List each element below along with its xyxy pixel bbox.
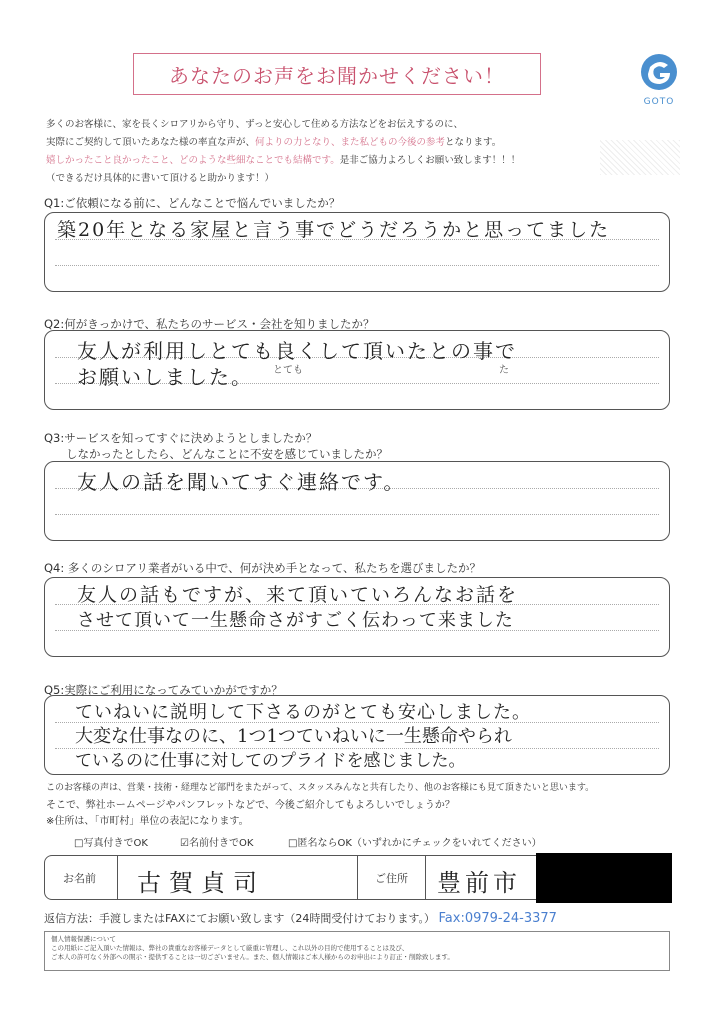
address-label: ご住所: [375, 872, 408, 885]
intro-line-3b: 是非ご協力よろしくお願い致します！！！: [339, 155, 521, 166]
q4-answer-line-2: させて頂いて一生懸命さがすごく伝わって来ました: [77, 610, 514, 631]
goto-logo: [636, 52, 682, 107]
privacy-line-2: ご本人の許可なく外部への開示・提供することは一切ございません。また、個人情報はご本人様からのお申出により訂正・削除致します。: [51, 953, 454, 961]
intro-line-2c: となります。: [445, 137, 502, 148]
goto-logo-icon: [636, 52, 682, 92]
intro-line-2-highlight: 何よりの力となり、また私どもの今後の参考: [255, 137, 446, 148]
q2-annotation-2: た: [499, 365, 509, 376]
note-line-1: このお客様の声は、営業・技術・経理など部門をまたがって、スタッスみんなと共有したり、他のお客様にも見て頂きたいと思います。: [46, 783, 595, 793]
q2-label: Q2:何がきっかけで、私たちのサービス・会社を知りましたか？: [44, 317, 375, 331]
consent-anonymous-checkbox[interactable]: □匿名ならOK（いずれかにチェックをいれてください）: [288, 838, 542, 849]
intro-line-4: （できるだけ具体的に書いて頂けると助かります！）: [46, 173, 275, 184]
name-label: お名前: [63, 872, 96, 885]
intro-line-1: 多くのお客様に、家を長くシロアリから守り、ずっと安心して住める方法などをお伝えするのに、: [46, 119, 464, 130]
note-line-3: ※住所は、「市町村」単位の表記になります。: [46, 816, 249, 827]
q1-answer-box: [44, 212, 670, 292]
intro-line-3: [46, 152, 520, 166]
q5-answer-box: [44, 695, 670, 775]
q5-answer-line-2: 大変な仕事なのに、1つ1つていねいに一生懸命やられ: [75, 726, 512, 747]
q5-answer-line-3: ているのに仕事に対してのプライドを感じました。: [75, 751, 466, 771]
note-line-2: そこで、弊社ホームページやパンフレットなどで、今後ご紹介してもよろしいでしょうか？: [46, 800, 455, 811]
scan-noise: [600, 140, 680, 175]
q4-label: Q4: 多くのシロアリ業者がいる中で、何が決め手となって、私たちを選びましたか？: [44, 561, 481, 575]
q2-answer-line-2: お願いしました。: [77, 365, 253, 389]
q2-answer-line-1: 友人が利用しとても良くして頂いたとの事で: [77, 339, 517, 363]
intro-line-3-highlight: 嬉しかったこと良かったこと、どのような些細なことでも結構です。: [46, 155, 340, 166]
privacy-line-1: この用紙にご記入頂いた情報は、弊社の貴重なお客様データとして厳重に管理し、これ以外の目的で使用することは及び、: [51, 944, 409, 952]
q4-answer-box: [44, 577, 670, 657]
q1-label: Q1:ご依頼になる前に、どんなことで悩んでいましたか？: [44, 196, 341, 210]
consent-name-checkbox[interactable]: ☑名前付きでOK: [180, 838, 254, 849]
intro-line-2a: 実際にご契約して頂いたあなた様の率直な声が、: [46, 137, 256, 148]
redaction-block: [536, 853, 672, 903]
q4-answer-line-1: 友人の話もですが、来て頂いていろんなお話を: [77, 584, 519, 606]
answer-line: [55, 514, 659, 515]
q2-annotation-1: とても: [273, 365, 303, 376]
return-method-text: 返信方法：手渡しまたはFAXにてお願い致します（24時間受付けております。）: [44, 912, 435, 925]
q5-answer-line-1: ていねいに説明して下さるのがとても安心しました。: [75, 702, 531, 723]
return-method: [44, 910, 557, 926]
q3-answer-box: [44, 461, 670, 541]
divider: [357, 856, 358, 899]
logo-text: GOTO: [643, 97, 675, 107]
survey-title-box: [133, 53, 541, 95]
survey-title: あなたのお声をお聞かせください！: [169, 63, 505, 88]
intro-line-2: [46, 134, 501, 148]
consent-photo-checkbox[interactable]: □写真付きでOK: [74, 838, 148, 849]
name-value[interactable]: 古賀貞司: [137, 869, 265, 897]
q5-label: Q5:実際にご利用になってみていかがですか？: [44, 683, 283, 697]
divider: [117, 856, 118, 899]
address-value[interactable]: 豊前市: [437, 869, 521, 897]
q3-label: Q3:サービスを知ってすぐに決めようとしましたか？: [44, 431, 318, 445]
privacy-notice: [44, 931, 670, 971]
fax-number: Fax:0979-24-3377: [438, 911, 557, 926]
privacy-title: 個人情報保護について: [51, 935, 116, 943]
answer-line: [55, 265, 659, 266]
q3-label-2: しなかったとしたら、どんなことに不安を感じていましたか？: [66, 447, 388, 461]
q2-answer-box: [44, 330, 670, 410]
divider: [425, 856, 426, 899]
q1-answer-line-1: 築20年となる家屋と言う事でどうだろうかと思ってました: [57, 219, 611, 241]
q3-answer-line-1: 友人の話を聞いてすぐ連絡です。: [77, 470, 406, 494]
